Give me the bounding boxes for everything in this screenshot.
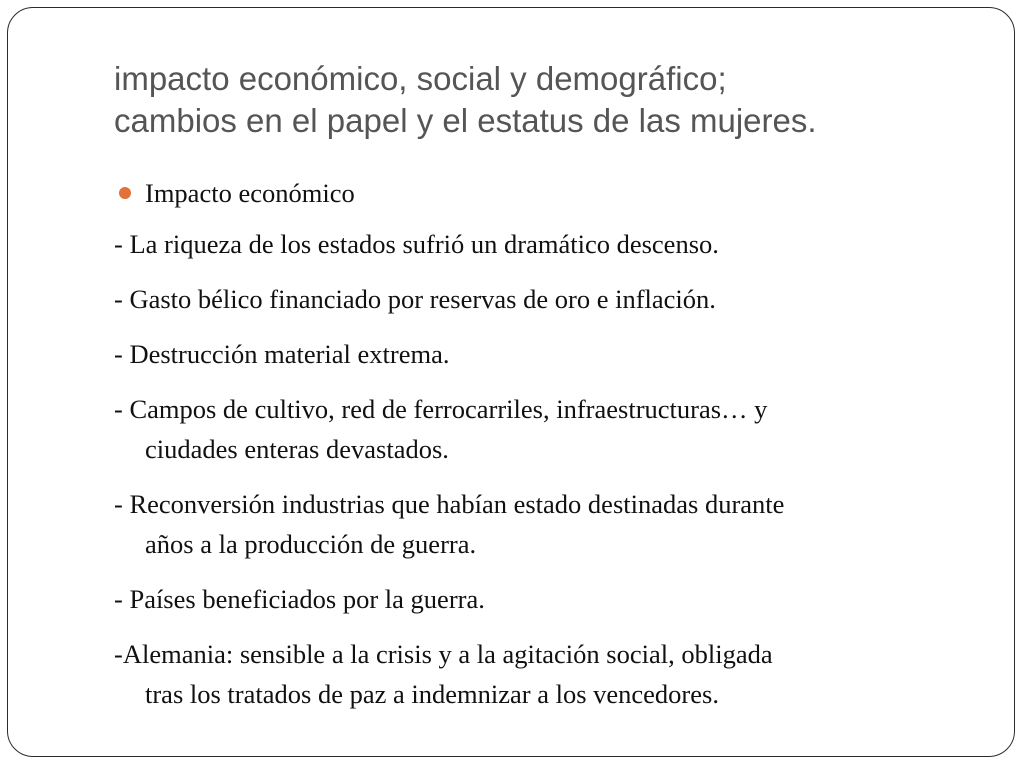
paragraph-line: - Países beneficiados por la guerra. [114,584,485,614]
paragraph-5 [114,484,994,564]
title-line-1: impacto económico, social y demográfico; [114,60,727,97]
paragraph-line-continued: años a la producción de guerra. [145,529,477,559]
paragraph-6 [114,579,994,619]
paragraph-7 [114,634,994,714]
paragraph-line: - La riqueza de los estados sufrió un dramático descenso. [114,229,719,259]
paragraph-line: - Gasto bélico financiado por reservas de oro e inflación. [114,284,716,314]
bullet-dot-icon [119,187,131,199]
slide-title [114,58,974,142]
paragraph-line-continued: ciudades enteras devastados. [145,434,449,464]
paragraph-4 [114,389,994,469]
title-line-2: cambios en el papel y el estatus de las mujeres. [114,102,817,139]
paragraph-line-continued: tras los tratados de paz a indemnizar a los vencedores. [145,679,719,709]
paragraph-1 [114,224,994,264]
paragraph-3 [114,334,994,374]
paragraph-line: -Alemania: sensible a la crisis y a la agitación social, obligada [114,639,773,669]
paragraph-line: - Destrucción material extrema. [114,339,450,369]
paragraph-line: - Reconversión industrias que habían estado destinadas durante [114,489,785,519]
bullet-item-label: Impacto económico [145,178,355,208]
paragraph-2 [114,279,994,319]
paragraph-line: - Campos de cultivo, red de ferrocarriles, infraestructuras… y [114,394,768,424]
bullet-item [114,174,994,212]
slide-body [114,174,994,714]
